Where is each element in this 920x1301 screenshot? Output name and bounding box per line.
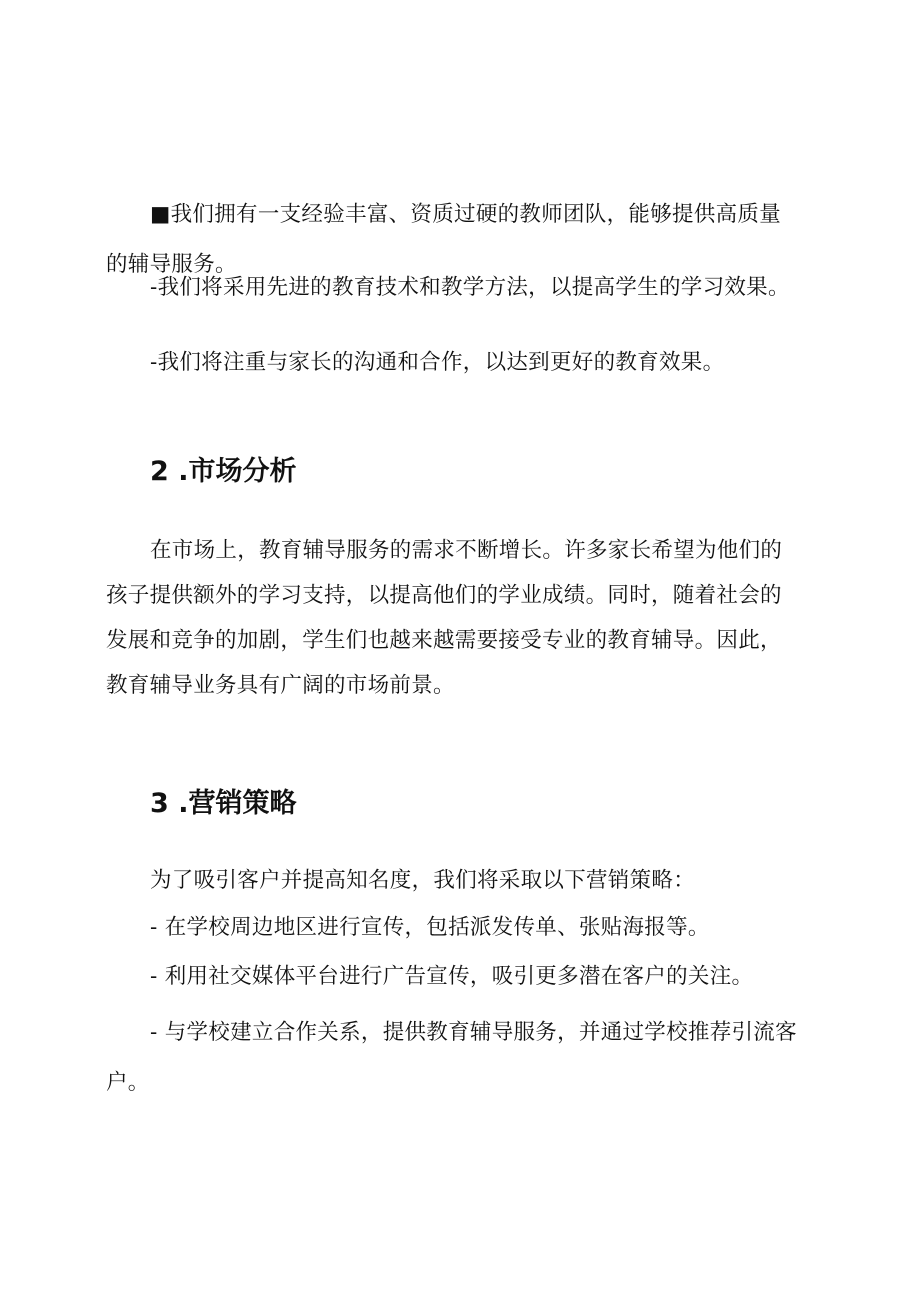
marketing-item-1: - 在学校周边地区进行宣传，包括派发传单、张贴海报等。	[150, 915, 710, 940]
section-2-title: .市场分析	[178, 456, 297, 487]
section-3-title: .营销策略	[178, 788, 297, 819]
team-paragraph-3: -我们将注重与家长的沟通和合作，以达到更好的教育效果。	[150, 350, 725, 375]
section-3-number: 3	[150, 788, 169, 819]
market-analysis-paragraph: 在市场上，教育辅导服务的需求不断增长。许多家长希望为他们的孩子提供额外的学习支持，以提高他们的学业成绩。同时，随着社会的发展和竞争的加剧，学生们也越来越需要接受专业的教育辅导。因此，教育辅导业务具有广阔的市场前景。	[106, 538, 783, 698]
team-paragraph-2: -我们将采用先进的教育技术和教学方法，以提高学生的学习效果。	[150, 275, 790, 300]
section-2-number: 2	[150, 456, 169, 487]
marketing-intro: 为了吸引客户并提高知名度，我们将采取以下营销策略：	[150, 868, 696, 893]
marketing-item-2: - 利用社交媒体平台进行广告宣传，吸引更多潜在客户的关注。	[150, 964, 754, 989]
section-3-heading	[150, 787, 296, 821]
team-paragraph-1: ■我们拥有一支经验丰富、资质过硬的教师团队，能够提供高质量的辅导服务。	[106, 202, 782, 277]
section-2-heading	[150, 455, 296, 489]
marketing-item-3: - 与学校建立合作关系，提供教育辅导服务，并通过学校推荐引流客户。	[106, 1020, 797, 1095]
